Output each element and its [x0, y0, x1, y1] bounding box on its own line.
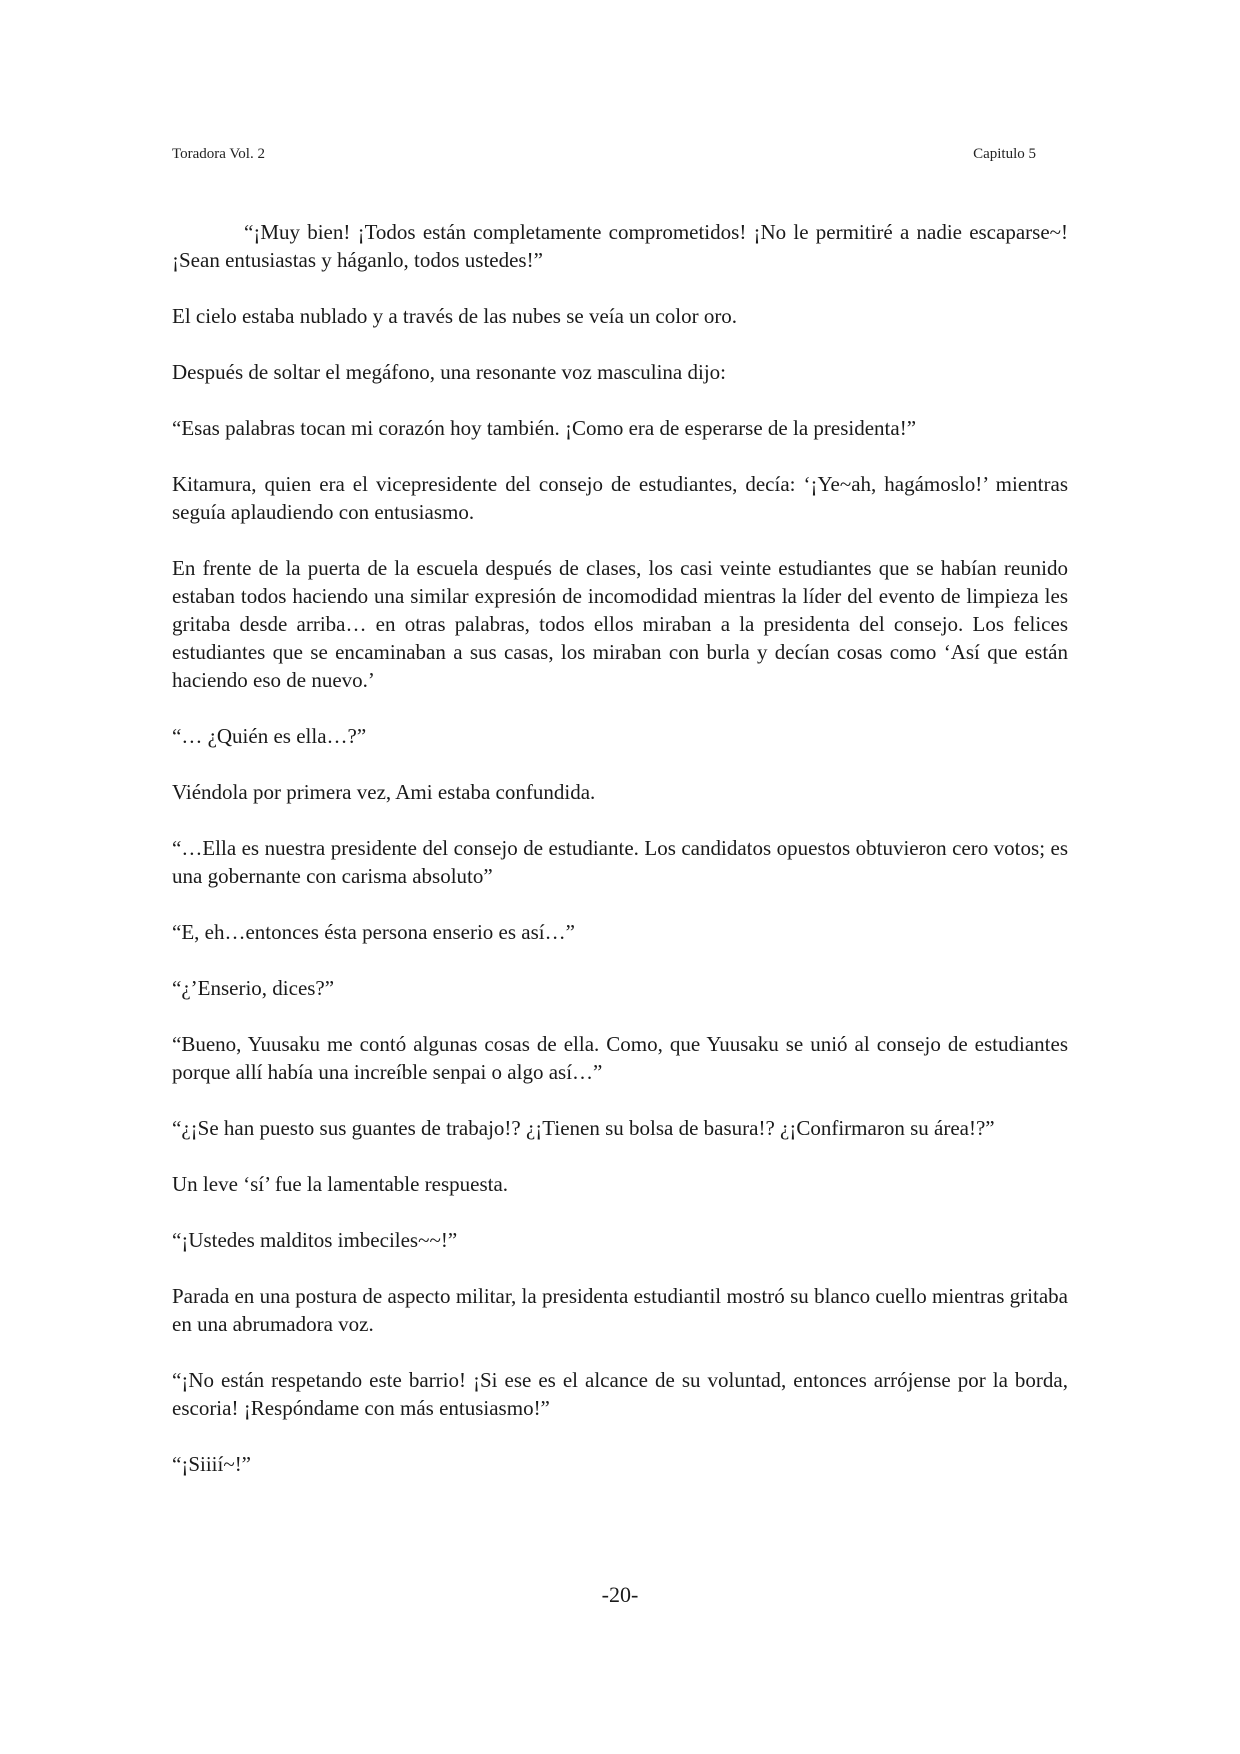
paragraph: “…Ella es nuestra presidente del consejo de estudiante. Los candidatos opuestos obtuvieron cero votos; es una gobernante con carisma absoluto” — [172, 836, 1068, 888]
paragraph: “¡Ustedes malditos imbeciles~~!” — [172, 1228, 458, 1252]
paragraph: “¡Siiií~!” — [172, 1452, 252, 1476]
paragraph: “¿’Enserio, dices?” — [172, 976, 335, 1000]
paragraph: “… ¿Quién es ella…?” — [172, 724, 367, 748]
paragraph: En frente de la puerta de la escuela después de clases, los casi veinte estudiantes que se habían reunido estaban todos haciendo una similar expresión de incomodidad mientras la líder del evento de limpieza les gritaba desde arriba… en otras palabras, todos ellos miraban a la presidenta del consejo. Los felices estudiantes que se encaminaban a sus casas, los miraban con burla y decían cosas como ‘Así que están haciendo eso de nuevo.’ — [172, 556, 1068, 692]
paragraph: “Bueno, Yuusaku me contó algunas cosas de ella. Como, que Yuusaku se unió al consejo de estudiantes porque allí había una increíble senpai o algo así…” — [172, 1032, 1068, 1084]
paragraph: El cielo estaba nublado y a través de las nubes se veía un color oro. — [172, 304, 738, 328]
chapter-label: Capitulo 5 — [973, 146, 1036, 162]
paragraph: Parada en una postura de aspecto militar, la presidenta estudiantil mostró su blanco cuello mientras gritaba en una abrumadora voz. — [172, 1284, 1068, 1336]
page-number: -20- — [601, 1582, 639, 1607]
paragraph: “Esas palabras tocan mi corazón hoy también. ¡Como era de esperarse de la presidenta!” — [172, 416, 917, 440]
paragraph: Un leve ‘sí’ fue la lamentable respuesta. — [172, 1172, 509, 1196]
running-header — [172, 146, 1036, 168]
paragraph: “¡Muy bien! ¡Todos están completamente comprometidos! ¡No le permitiré a nadie escaparse~! ¡Sean entusiastas y háganlo, todos ustedes!” — [172, 220, 1068, 272]
paragraph: Después de soltar el megáfono, una resonante voz masculina dijo: — [172, 360, 726, 384]
paragraph: “¡No están respetando este barrio! ¡Si ese es el alcance de su voluntad, entonces arrójense por la borda, escoria! ¡Respóndame con más entusiasmo!” — [172, 1368, 1068, 1420]
paragraph: Viéndola por primera vez, Ami estaba confundida. — [172, 780, 596, 804]
paragraph: “¿¡Se han puesto sus guantes de trabajo!? ¿¡Tienen su bolsa de basura!? ¿¡Confirmaron su área!?” — [172, 1116, 995, 1140]
body-text — [172, 218, 1068, 1506]
book-title: Toradora Vol. 2 — [172, 146, 265, 162]
paragraph: “E, eh…entonces ésta persona enserio es así…” — [172, 920, 575, 944]
paragraph: Kitamura, quien era el vicepresidente del consejo de estudiantes, decía: ‘¡Ye~ah, hagámoslo!’ mientras seguía aplaudiendo con entusiasmo. — [172, 472, 1068, 524]
